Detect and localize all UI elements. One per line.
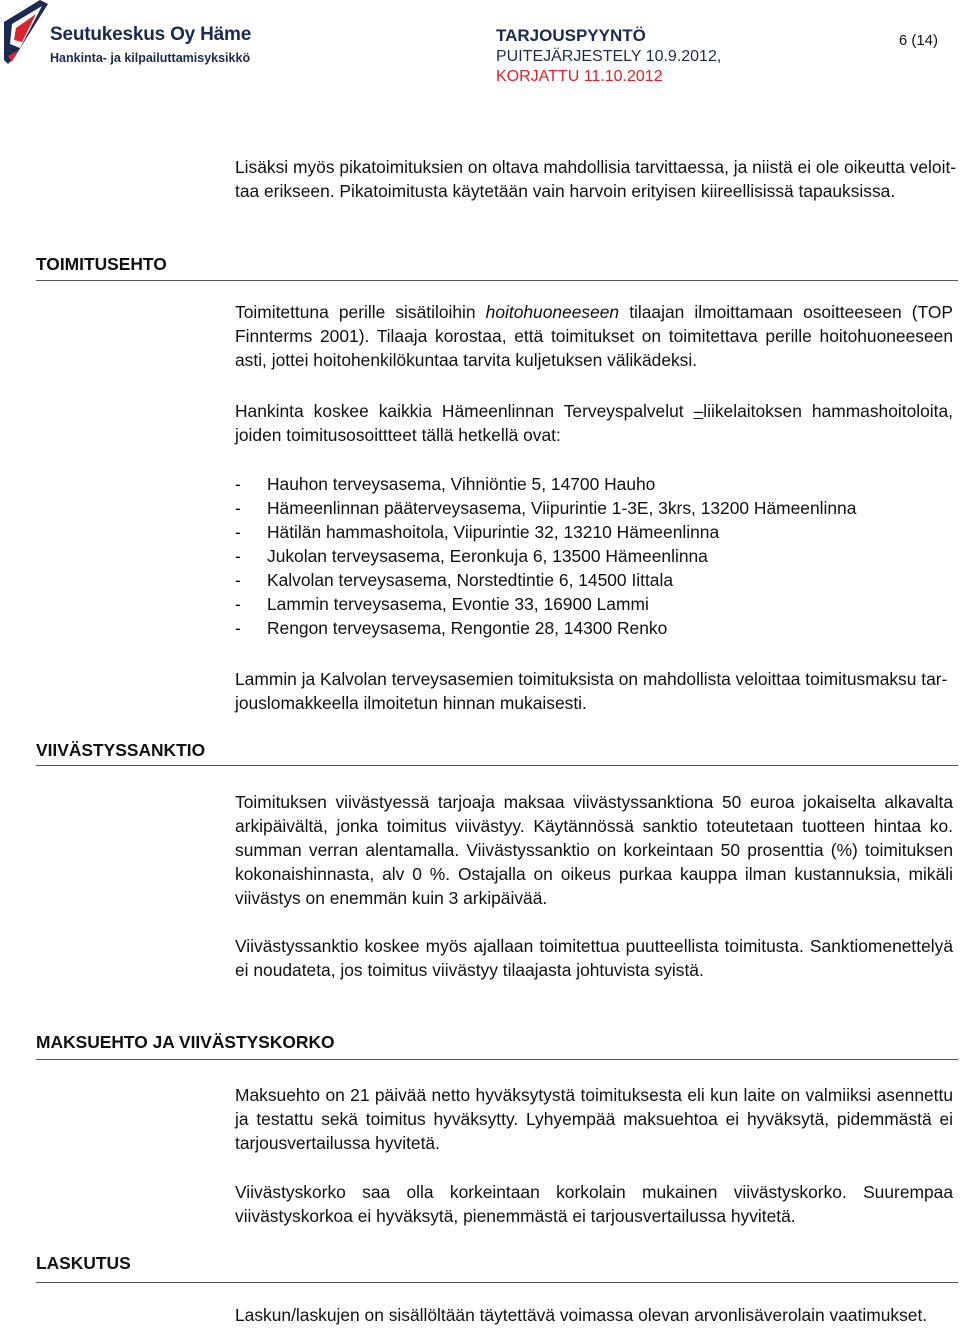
list-bullet: -	[235, 474, 241, 494]
organization-name: Seutukeskus Oy Häme	[50, 24, 252, 45]
list-item	[235, 568, 955, 592]
page-number: 6 (14)	[898, 32, 938, 49]
procurement-scope-paragraph	[235, 399, 953, 447]
late-interest-paragraph: Viivästyskorko saa olla korkeintaan korkolain mukainen viivästyskorko. Suurempaa viivästyskorkoa ei hyväksytä, pienemmästä ei tarjousvertailussa hyvitetä.	[235, 1182, 953, 1226]
list-item-text: Hätilän hammashoitola, Viipurintie 32, 13210 Hämeenlinna	[267, 522, 720, 542]
delay-penalty-paragraph: Toimituksen viivästyessä tarjoaja maksaa viivästyssanktiona 50 euroa jokaiselta alkavalta arkipäivältä, jonka toimitus viivästyy. Käytännössä sanktio toteutetaan tuotteen hintaa ko. summan verran alentamalla. Viivästyssanktio on korkeintaan 50 prosenttia (%) toimituksen kokonaishinnasta, alv 0 %. Ostajalla on oikeus purkaa kauppa ilman kustannuksia, mikäli viivästys on enemmän kuin 3 arkipäivää.	[235, 792, 953, 908]
intro-line-2: taa erikseen. Pikatoimitusta käytetään vain harvoin erityisen kiireellisissä tapauksissa.	[235, 181, 896, 201]
list-bullet: -	[235, 546, 241, 566]
list-bullet: -	[235, 570, 241, 590]
list-bullet: -	[235, 498, 241, 518]
delivery-fee-line-1: Lammin ja Kalvolan terveysasemien toimituksista on mahdollista veloittaa toimitusmaksu tar-	[235, 669, 948, 689]
invoicing-paragraph: Laskun/laskujen on sisällöltään täytettävä voimassa olevan arvonlisäverolain vaatimukset.	[235, 1305, 928, 1325]
list-item	[235, 520, 955, 544]
list-bullet: -	[235, 522, 241, 542]
organization-unit: Hankinta- ja kilpailuttamisyksikkö	[50, 51, 251, 65]
list-item	[235, 496, 955, 520]
list-item-text: Hauhon terveysasema, Vihniöntie 5, 14700 Hauho	[267, 474, 656, 494]
list-item	[235, 472, 955, 496]
procurement-scope-text-start: Hankinta koskee kaikkia Hämeenlinnan Terveyspalvelut	[235, 401, 694, 421]
section-heading-toimitusehto: TOIMITUSEHTO	[36, 254, 167, 274]
delivery-terms-italic: hoitohuoneeseen	[485, 302, 620, 322]
section-heading-viivastyssanktio: VIIVÄSTYSSANKTIO	[36, 740, 206, 760]
section-divider	[36, 1282, 958, 1283]
list-bullet: -	[235, 618, 241, 638]
list-item-text: Lammin terveysasema, Evontie 33, 16900 Lammi	[267, 594, 649, 614]
delivery-terms-text-start: Toimitettuna perille sisätiloihin	[235, 302, 486, 322]
list-bullet: -	[235, 594, 241, 614]
section-divider	[36, 765, 958, 766]
document-subtitle: PUITEJÄRJESTELY 10.9.2012,	[496, 48, 722, 65]
seutukeskus-logo-icon	[4, 0, 48, 64]
list-item	[235, 592, 955, 616]
delivery-fee-line-2: jouslomakkeella ilmoitetun hinnan mukaisesti.	[235, 693, 587, 713]
list-item	[235, 616, 955, 640]
section-heading-laskutus: LASKUTUS	[36, 1253, 131, 1273]
defective-delivery-paragraph: Viivästyssanktio koskee myös ajallaan toimitettua puutteellista toimitusta. Sanktiomenettelyä ei noudateta, jos toimitus viivästyy tilaajasta johtuvista syistä.	[235, 936, 953, 980]
intro-line-1: Lisäksi myös pikatoimituksien on oltava mahdollisia tarvittaessa, ja niistä ei ole oikeutta veloit-	[235, 157, 957, 177]
procurement-scope-underlined-dash: –	[693, 401, 704, 421]
procurement-scope-text-end: liikelaitoksen hammashoitoloita, joiden toimitusosoittteet tällä hetkellä ovat:	[235, 401, 953, 445]
section-heading-maksuehto: MAKSUEHTO JA VIIVÄSTYSKORKO	[36, 1032, 335, 1052]
document-title: TARJOUSPYYNTÖ	[496, 26, 646, 45]
delivery-terms-text-end: tilaajan ilmoittamaan osoitteeseen (TOP Finnterms 2001). Tilaaja korostaa, että toimitukset on toimitettava perille hoitohuoneeseen asti, jottei hoitohenkilökuntaa tarvita kuljetuksen välikädeksi.	[235, 302, 953, 370]
list-item-text: Jukolan terveysasema, Eeronkuja 6, 13500 Hämeenlinna	[267, 546, 708, 566]
delivery-address-list	[235, 472, 955, 640]
document-correction-date: KORJATTU 11.10.2012	[496, 68, 663, 85]
section-divider	[36, 1059, 958, 1060]
list-item-text: Kalvolan terveysasema, Norstedtintie 6, 14500 Iittala	[267, 570, 674, 590]
list-item-text: Rengon terveysasema, Rengontie 28, 14300 Renko	[267, 618, 668, 638]
payment-terms-paragraph: Maksuehto on 21 päivää netto hyväksytystä toimituksesta eli kun laite on valmiiksi asennettu ja testattu sekä toimitus hyväksytty. Lyhyempää maksuehtoa ei hyväksytä, pidemmästä ei tarjousvertailussa hyvitetä.	[235, 1085, 953, 1153]
list-item-text: Hämeenlinnan pääterveysasema, Viipurintie 1-3E, 3krs, 13200 Hämeenlinna	[267, 498, 857, 518]
section-divider	[36, 280, 958, 281]
list-item	[235, 544, 955, 568]
delivery-terms-paragraph	[235, 300, 953, 372]
